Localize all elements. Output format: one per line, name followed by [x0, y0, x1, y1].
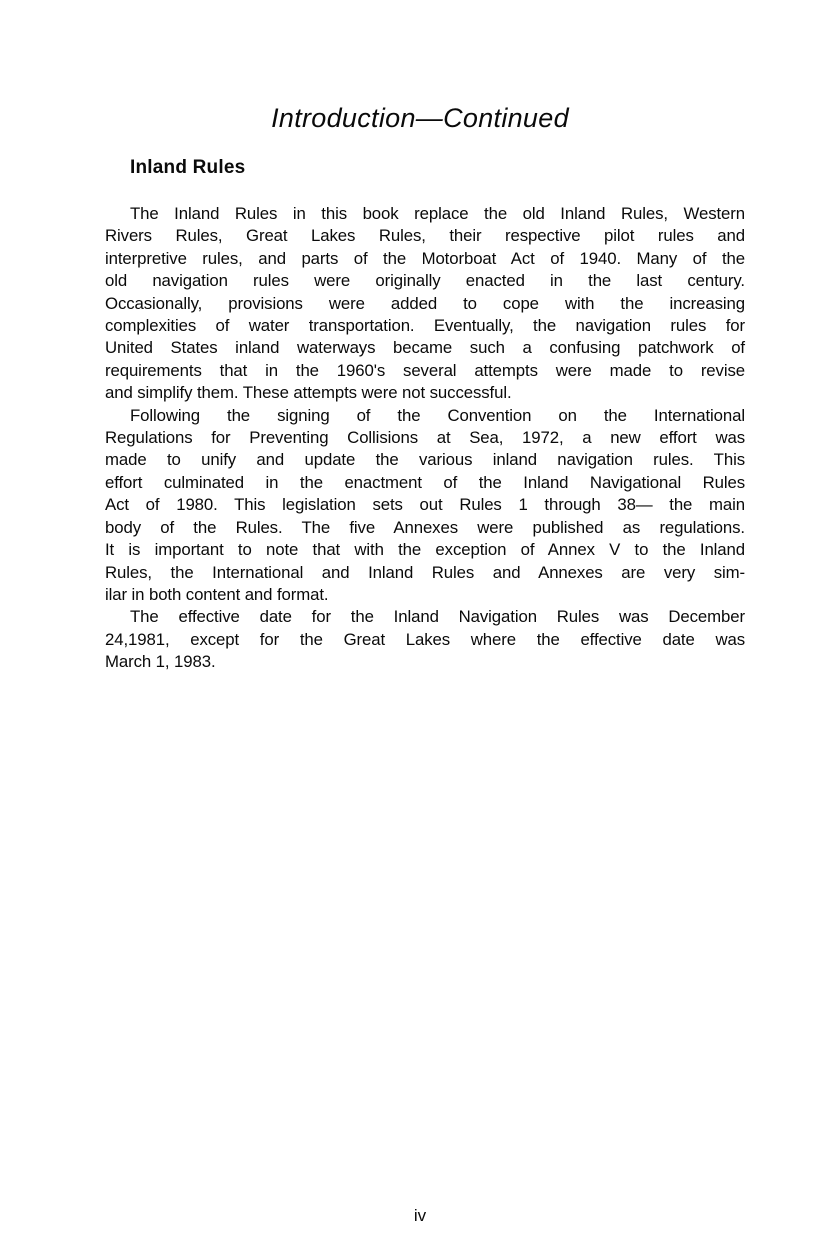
text-line: Following the signing of the Convention on the International: [130, 405, 745, 425]
text-line: March 1, 1983.: [105, 652, 216, 672]
text-line: interpretive rules, and parts of the Motorboat Act of 1940. Many of the: [105, 248, 745, 268]
text-line: old navigation rules were originally enacted in the last century.: [105, 271, 745, 291]
text-line: ilar in both content and format.: [105, 584, 329, 604]
text-line: The effective date for the Inland Navigation Rules was December: [130, 607, 745, 627]
page-number: iv: [413, 1206, 427, 1225]
text-line: Rules, the International and Inland Rules and Annexes are very sim-: [105, 562, 745, 582]
text-line: body of the Rules. The five Annexes were published as regulations.: [105, 517, 745, 537]
text-line: made to unify and update the various inland navigation rules. This: [105, 450, 745, 470]
text-line: and simplify them. These attempts were not successful.: [105, 383, 512, 403]
page-title: Introduction—Continued: [271, 103, 569, 133]
paragraph: [105, 203, 745, 405]
paragraph: [105, 606, 745, 673]
text-line: complexities of water transportation. Eventually, the navigation rules for: [105, 316, 745, 336]
text-line: The Inland Rules in this book replace the old Inland Rules, Western: [130, 204, 745, 223]
text-line: 24,1981, except for the Great Lakes where the effective date was: [105, 629, 745, 649]
text-line: Regulations for Preventing Collisions at Sea, 1972, a new effort was: [105, 428, 745, 448]
text-line: effort culminated in the enactment of the Inland Navigational Rules: [105, 472, 745, 492]
body-text: [105, 203, 745, 674]
text-line: Rivers Rules, Great Lakes Rules, their respective pilot rules and: [105, 226, 745, 246]
text-line: Occasionally, provisions were added to cope with the increasing: [105, 293, 745, 313]
text-line: It is important to note that with the exception of Annex V to the Inland: [105, 540, 745, 560]
paragraph: [105, 405, 745, 607]
text-line: requirements that in the 1960's several attempts were made to revise: [105, 360, 745, 380]
text-line: Act of 1980. This legislation sets out Rules 1 through 38— the main: [105, 495, 745, 515]
section-heading: Inland Rules: [130, 157, 246, 178]
text-line: United States inland waterways became such a confusing patchwork of: [105, 338, 745, 358]
